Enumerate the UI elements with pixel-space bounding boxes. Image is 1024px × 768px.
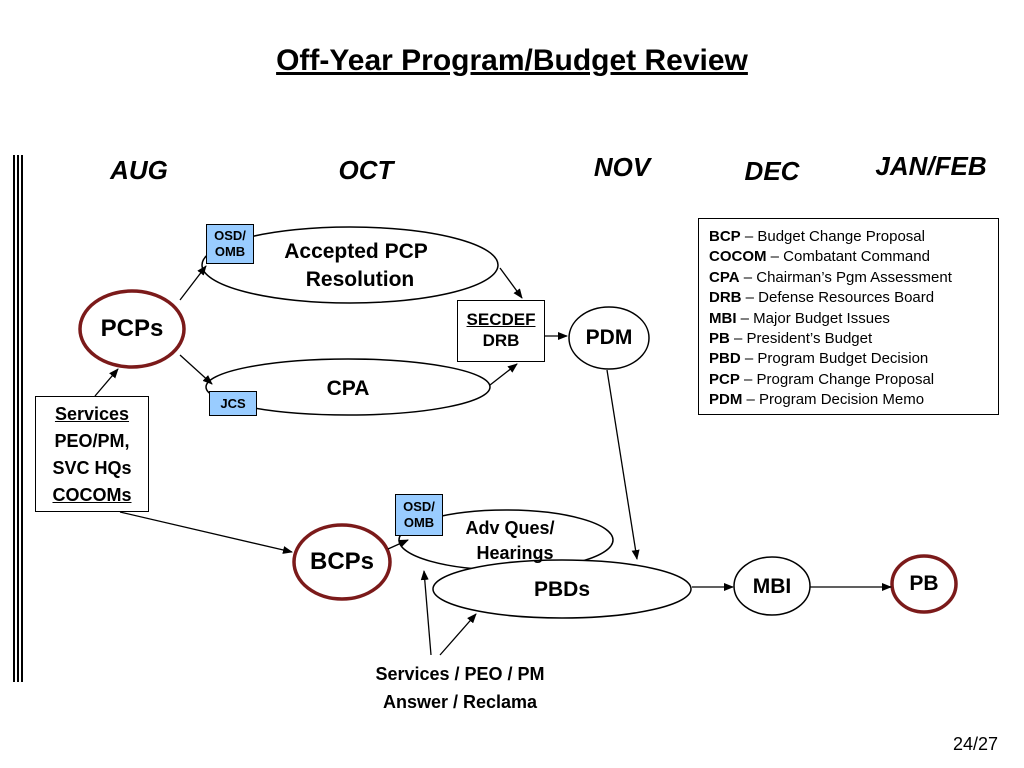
legend-item: DRB – Defense Resources Board (709, 289, 935, 307)
pb-label: PB (909, 572, 939, 595)
legend-item: PBD – Program Budget Decision (709, 350, 929, 368)
legend-item: COCOM – Combatant Command (709, 248, 930, 266)
month-nov: NOV (593, 152, 651, 182)
osd-omb-line2: OMB (403, 515, 435, 530)
pbds-label: PBDs (533, 578, 591, 601)
arrow-cpa-to-secdef (490, 364, 517, 385)
secdef-label: SECDEF (466, 310, 536, 329)
pcps-label: PCPs (100, 315, 164, 342)
adv-ques-line1: Adv Ques/ (465, 518, 555, 538)
accepted-pcp-line2: Resolution (305, 268, 415, 291)
arrow-pcps-to-cpa (180, 355, 212, 384)
pdm-label: PDM (585, 326, 633, 349)
mbi-label: MBI (752, 575, 792, 598)
arrow-services-to-bcps (120, 512, 292, 552)
arrow-pdm-to-pbds (607, 370, 637, 559)
arrow-services-to-pcps (95, 369, 118, 396)
month-jan-feb: JAN/FEB (875, 151, 987, 181)
services-line3: SVC HQs (52, 458, 132, 478)
page-title: Off-Year Program/Budget Review (276, 44, 748, 77)
osd-omb-tag (206, 224, 254, 264)
legend-item: MBI – Major Budget Issues (709, 309, 890, 327)
osd-omb-line1: OSD/ (403, 499, 435, 514)
cpa-label: CPA (326, 377, 370, 400)
month-oct: OCT (338, 155, 394, 185)
services-box (35, 396, 149, 512)
services-line4: COCOMs (52, 485, 132, 505)
arrow-accepted-to-secdef (500, 268, 522, 298)
page-number: 24/27 (952, 734, 998, 754)
osd-omb-line2: OMB (214, 244, 246, 259)
legend-item: PCP – Program Change Proposal (709, 370, 935, 388)
secdef-drb-box (457, 300, 545, 362)
timeline-bar (14, 155, 22, 682)
jcs-tag: JCS (209, 391, 257, 416)
services-line2: PEO/PM, (54, 431, 130, 451)
answer-line2: Answer / Reclama (382, 692, 538, 712)
legend-item: BCP – Budget Change Proposal (709, 228, 925, 245)
adv-ques-line2: Hearings (476, 543, 554, 563)
arrow-answer-to-pbds (440, 614, 476, 655)
legend-item: CPA – Chairman’s Pgm Assessment (709, 268, 952, 286)
month-aug: AUG (110, 155, 168, 185)
legend-item: PDM – Program Decision Memo (709, 391, 925, 409)
month-dec: DEC (744, 156, 800, 186)
bcps-label: BCPs (309, 548, 375, 575)
answer-reclama-label (330, 660, 590, 716)
services-line1: Services (54, 404, 130, 424)
arrow-pcps-to-accepted (180, 266, 206, 300)
legend-box (698, 218, 999, 415)
arrow-answer-to-adv (424, 571, 431, 655)
osd-omb-line1: OSD/ (214, 228, 246, 243)
adv-ques-label (430, 516, 590, 566)
accepted-pcp-label (256, 238, 456, 294)
legend-item: PB – President’s Budget (709, 330, 873, 348)
answer-line1: Services / PEO / PM (375, 664, 545, 684)
drb-label: DRB (482, 331, 520, 350)
accepted-pcp-line1: Accepted PCP (284, 240, 428, 263)
